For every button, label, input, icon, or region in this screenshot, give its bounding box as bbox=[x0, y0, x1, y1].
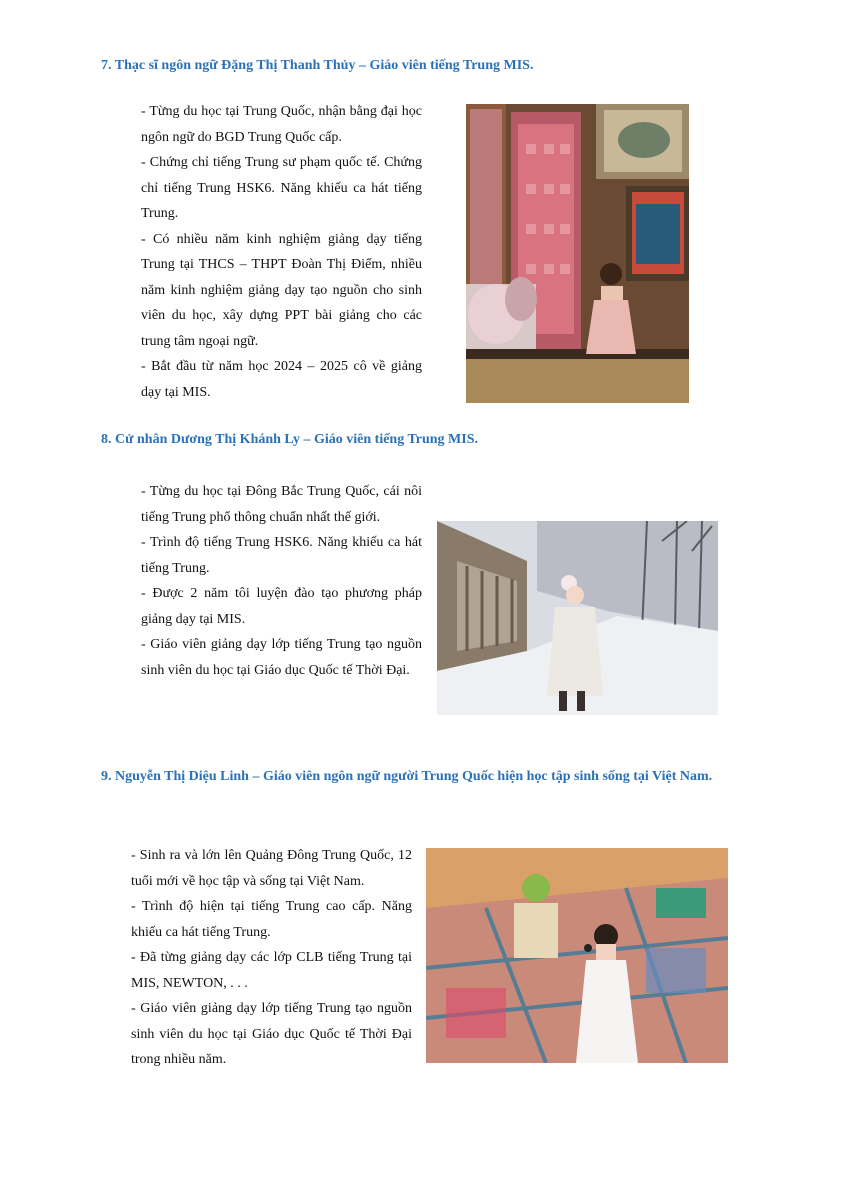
section-7-bullet-1: - Từng du học tại Trung Quốc, nhận bằng đại học ngôn ngữ do BGD Trung Quốc cấp. bbox=[141, 104, 422, 145]
section-7-bullet-2: - Chứng chỉ tiếng Trung sư phạm quốc tế. Chứng chỉ tiếng Trung HSK6. Năng khiếu ca hát tiếng Trung. bbox=[141, 155, 422, 221]
section-9-heading: 9. Nguyễn Thị Diệu Linh – Giáo viên ngôn ngữ người Trung Quốc hiện học tập sinh sống tại Việt Nam. bbox=[101, 769, 713, 784]
section-8-text bbox=[141, 479, 422, 683]
section-8-heading: 8. Cử nhân Dương Thị Khánh Ly – Giáo viên tiếng Trung MIS. bbox=[101, 432, 478, 447]
section-9-bullet-4: - Giáo viên giảng dạy lớp tiếng Trung tạo nguồn sinh viên du học tại Giáo dục Quốc tế Thời Đại trong nhiều năm. bbox=[131, 1001, 412, 1067]
section-8-bullet-3: - Được 2 năm tôi luyện đào tạo phương pháp giảng dạy tại MIS. bbox=[141, 586, 422, 627]
teacher-photo-thuy bbox=[466, 104, 689, 403]
section-7-heading: 7. Thạc sĩ ngôn ngữ Đặng Thị Thanh Thủy – Giáo viên tiếng Trung MIS. bbox=[101, 58, 534, 73]
section-8-bullet-4: - Giáo viên giảng dạy lớp tiếng Trung tạo nguồn sinh viên du học tại Giáo dục Quốc tế Thời Đại. bbox=[141, 637, 422, 678]
section-7-bullet-3: - Có nhiều năm kinh nghiệm giảng dạy tiếng Trung tại THCS – THPT Đoàn Thị Điểm, nhiều năm kinh nghiệm giảng dạy tạo nguồn cho sinh viên du học, xây dựng PPT bài giảng cho các trung tâm ngoại ngữ. bbox=[141, 231, 422, 349]
section-9-bullet-3: - Đã từng giảng dạy các lớp CLB tiếng Trung tại MIS, NEWTON, . . . bbox=[131, 950, 412, 991]
section-9-bullet-1: - Sinh ra và lớn lên Quảng Đông Trung Quốc, 12 tuổi mới về học tập và sống tại Việt Nam. bbox=[131, 848, 412, 889]
teacher-photo-linh bbox=[426, 848, 728, 1063]
section-7-bullet-4: - Bắt đầu từ năm học 2024 – 2025 cô về giảng dạy tại MIS. bbox=[141, 359, 422, 400]
teacher-photo-ly bbox=[437, 521, 718, 715]
section-9-bullet-2: - Trình độ hiện tại tiếng Trung cao cấp. Năng khiếu ca hát tiếng Trung. bbox=[131, 899, 412, 940]
section-7-text bbox=[141, 99, 422, 405]
section-8-bullet-1: - Từng du học tại Đông Bắc Trung Quốc, cái nôi tiếng Trung phổ thông chuẩn nhất thế giới. bbox=[141, 484, 422, 525]
section-8-bullet-2: - Trình độ tiếng Trung HSK6. Năng khiếu ca hát tiếng Trung. bbox=[141, 535, 422, 576]
section-9-text bbox=[131, 843, 412, 1073]
